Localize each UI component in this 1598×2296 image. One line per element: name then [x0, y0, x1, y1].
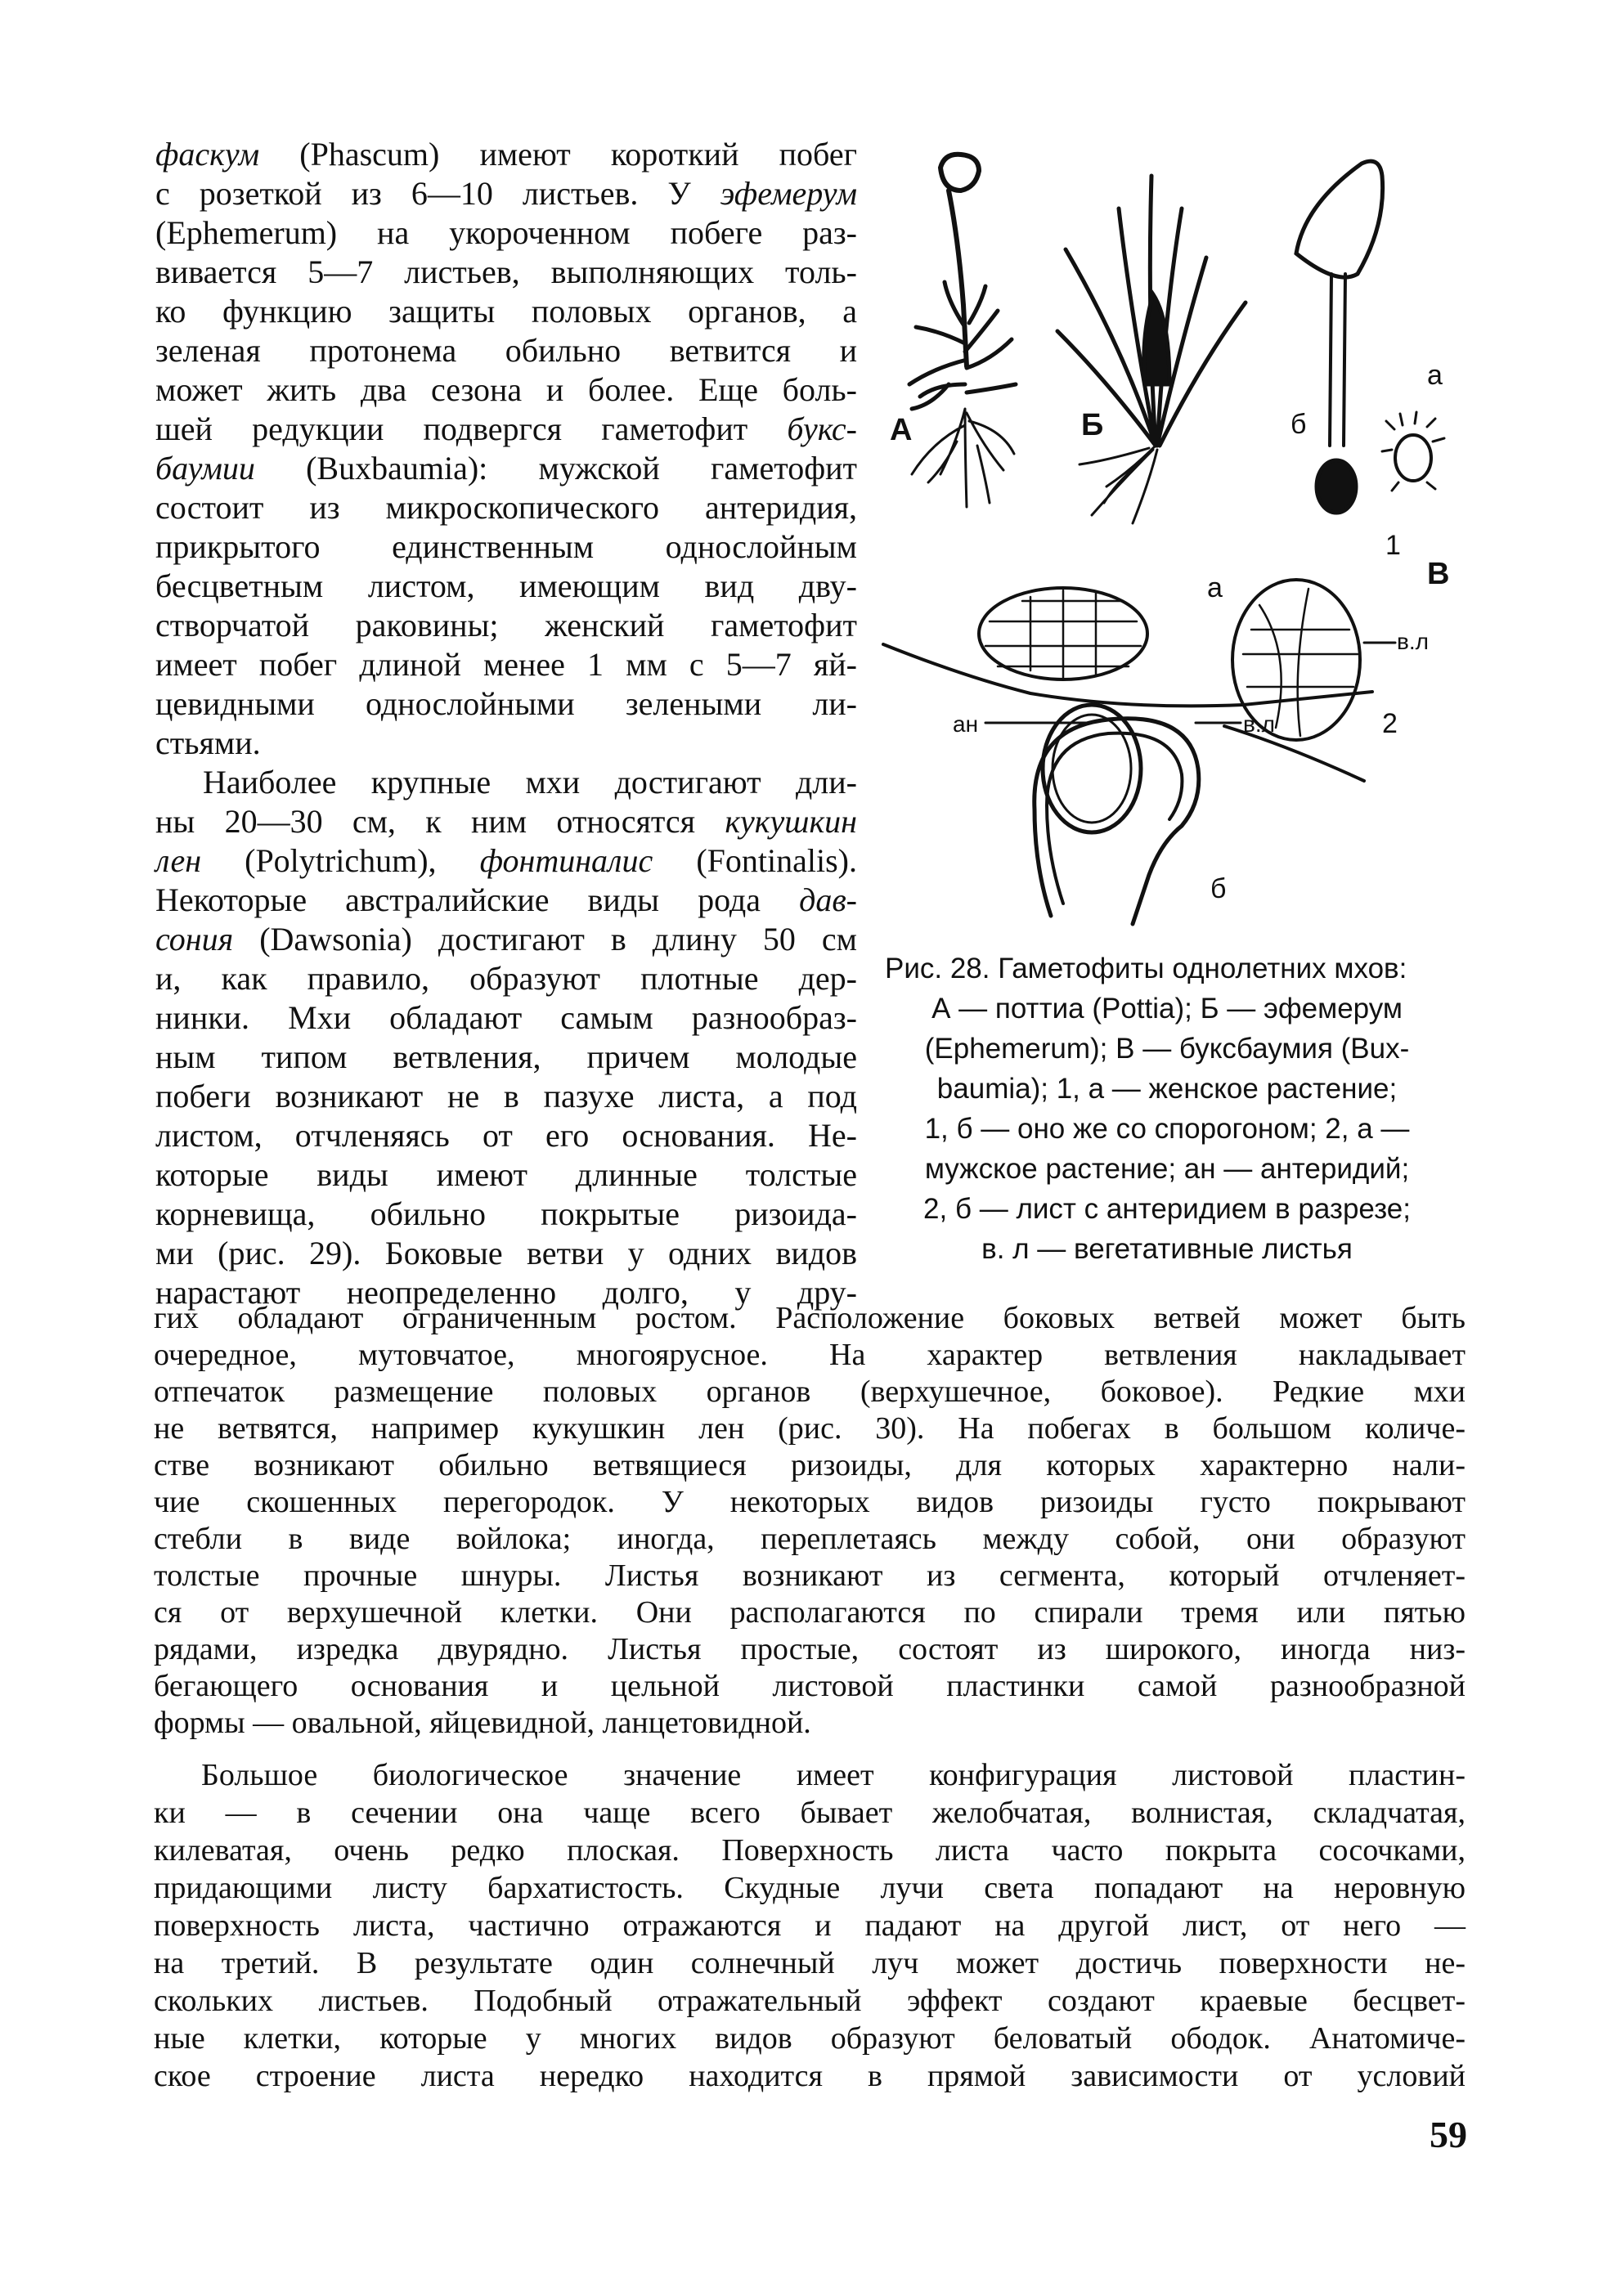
text-segment: Наиболее крупные мхи достигают дли- [203, 764, 857, 800]
label-2a: а [1207, 572, 1223, 603]
label-1: 1 [1385, 530, 1401, 561]
text-segment: (Buxbaumia): мужской гаметофит [254, 450, 857, 487]
text-segment: шей редукции подвергся гаметофит [155, 410, 788, 447]
caption-line: baumia); 1, а — женское растение; [936, 1073, 1398, 1105]
text-segment: ки — в сечении она чаще всего бывает желобчатая, волнистая, складчатая, [154, 1796, 1466, 1830]
text-segment: бегающего основания и цельной листовой пластинки самой разнообразной [154, 1669, 1466, 1703]
text-segment: (Polytrichum), [201, 842, 480, 879]
text-segment: (Ephemerum) на укороченном побеге раз- [155, 214, 857, 251]
buxbaumia-female-plant-drawing [1382, 412, 1444, 491]
italic-term: баумии [155, 450, 255, 487]
italic-term: фаскум [155, 136, 260, 173]
italic-term: эфемерум [720, 175, 857, 212]
text-segment: чие скошенных перегородок. У некоторых видов ризоиды густо покрывают [154, 1485, 1466, 1519]
text-segment: вивается 5—7 листьев, выполняющих толь- [155, 253, 857, 290]
text-segment: бесцветным листом, имеющим вид дву- [155, 567, 857, 604]
text-segment: ми (рис. 29). Боковые ветви у одних видов [155, 1235, 857, 1271]
label-vl-upper: в.л [1397, 629, 1429, 654]
figure-labels [890, 360, 1449, 904]
italic-term: сония [155, 921, 234, 957]
text-segment: может жить два сезона и более. Еще боль- [155, 371, 857, 408]
text-segment: цевидными однослойными зелеными ли- [155, 685, 857, 722]
label-a: А [890, 413, 913, 447]
caption-line: в. л — вегетативные листья [981, 1233, 1353, 1265]
text-segment: ны 20—30 см, к ним относятся [155, 803, 725, 840]
text-segment: стебли в виде войлока; иногда, переплетаясь между собой, они образуют [154, 1522, 1466, 1556]
text-segment: стве возникают обильно ветвящиеся ризоиды, для которых характерно нали- [154, 1448, 1466, 1482]
text-segment: поверхность листа, частично отражаются и падают на другой лист, от него — [154, 1908, 1466, 1943]
text-segment: не ветвятся, например кукушкин лен (рис. 30). На побегах в большом количе- [154, 1411, 1466, 1446]
text-segment: прикрытого единственным однослойным [155, 528, 857, 565]
text-segment: стьями. [155, 724, 261, 761]
caption-line: мужское растение; ан — антеридий; [924, 1153, 1410, 1185]
text-segment: рядами, изредка двурядно. Листья простые, состоят из широкого, иногда низ- [154, 1632, 1466, 1666]
figure-caption [885, 948, 1449, 1269]
text-segment: (Dawsonia) достигают в длину 50 см [233, 921, 857, 957]
italic-term: кукушкин [725, 803, 857, 840]
italic-term: фонтиналис [479, 842, 653, 879]
label-2b: б [1210, 873, 1227, 904]
caption-line: (Ephemerum); В — буксбаумия (Bux- [924, 1033, 1410, 1065]
caption-line: 2, б — лист с антеридием в разрезе; [923, 1193, 1411, 1225]
italic-term: букс- [787, 410, 857, 447]
text-segment: побеги возникают не в пазухе листа, а под [155, 1078, 857, 1114]
label-an: ан [953, 711, 979, 737]
label-vl-lower: в.л [1243, 711, 1275, 737]
text-segment: придающими листу бархатистость. Скудные лучи света попадают на неровную [154, 1871, 1466, 1905]
text-segment: Большое биологическое значение имеет конфигурация листовой пластин- [201, 1758, 1466, 1792]
plant-b-ephemerum-drawing [1057, 176, 1246, 523]
italic-term: лен [155, 842, 202, 879]
text-segment: листом, отчленяясь от его основания. Не- [155, 1117, 857, 1154]
label-v: В [1427, 557, 1450, 591]
label-b: Б [1081, 408, 1104, 442]
text-segment: гих обладают ограниченным ростом. Расположение боковых ветвей может быть [154, 1301, 1466, 1335]
text-segment: состоит из микроскопического антеридия, [155, 489, 857, 526]
text-segment: очередное, мутовчатое, многоярусное. На характер ветвления накладывает [154, 1338, 1466, 1372]
text-segment: толстые прочные шнуры. Листья возникают из сегмента, который отчленяет- [154, 1558, 1466, 1593]
leaf-with-antheridium-section-drawing [985, 705, 1241, 924]
text-segment: отпечаток размещение половых органов (верхушечное, боковое). Редкие мхи [154, 1374, 1466, 1409]
text-segment: нинки. Мхи обладают самым разнообраз- [155, 999, 857, 1036]
text-segment: ское строение листа нередко находится в прямой зависимости от условий [154, 2059, 1466, 2093]
text-segment: которые виды имеют длинные толстые [155, 1156, 857, 1193]
label-1a: а [1427, 360, 1443, 391]
text-segment: корневища, обильно покрытые ризоида- [155, 1195, 857, 1232]
text-segment: на третий. В результате один солнечный луч может достичь поверхности не- [154, 1946, 1466, 1980]
caption-line: Рис. 28. Гаметофиты однолетних мхов: [885, 953, 1407, 984]
text-segment: формы — овальной, яйцевидной, ланцетовидной. [154, 1706, 811, 1740]
plant-a-pottia-drawing [909, 155, 1016, 507]
text-segment: и, как правило, образуют плотные дер- [155, 960, 857, 997]
text-segment: ные клетки, которые у многих видов образуют беловатый ободок. Анатомиче- [154, 2021, 1466, 2056]
text-segment: нарастают неопределенно долго, у дру- [155, 1274, 857, 1311]
text-segment: Некоторые австралийские виды рода [155, 881, 800, 918]
text-segment: килеватая, очень редко плоская. Поверхность листа часто покрыта сосочками, [154, 1833, 1466, 1868]
text-segment: скольких листьев. Подобный отражательный эффект создают краевые бесцвет- [154, 1984, 1466, 2018]
label-2: 2 [1382, 708, 1398, 739]
text-segment: имеет побег длиной менее 1 мм с 5—7 яй- [155, 646, 857, 683]
italic-term: дав- [799, 881, 857, 918]
label-1b: б [1291, 409, 1307, 440]
text-segment: (Fontinalis). [653, 842, 857, 879]
text-segment: зеленая протонема обильно ветвится и [155, 332, 857, 369]
caption-line: 1, б — оно же со спорогоном; 2, а — [924, 1113, 1410, 1145]
text-segment: ным типом ветвления, причем молодые [155, 1038, 857, 1075]
text-segment: створчатой раковины; женский гаметофит [155, 607, 857, 644]
text-segment: ко функцию защиты половых органов, а [155, 293, 857, 330]
page-number: 59 [1430, 2114, 1467, 2155]
text-segment: (Phascum) имеют короткий побег [259, 136, 857, 173]
buxbaumia-sporophyte-drawing [1296, 161, 1383, 513]
text-segment: ся от верхушечной клетки. Они располагаются по спирали тремя или пятью [154, 1595, 1466, 1630]
caption-line: А — поттиа (Pottia); Б — эфемерум [931, 993, 1403, 1025]
text-segment: с розеткой из 6—10 листьев. У [155, 175, 720, 212]
